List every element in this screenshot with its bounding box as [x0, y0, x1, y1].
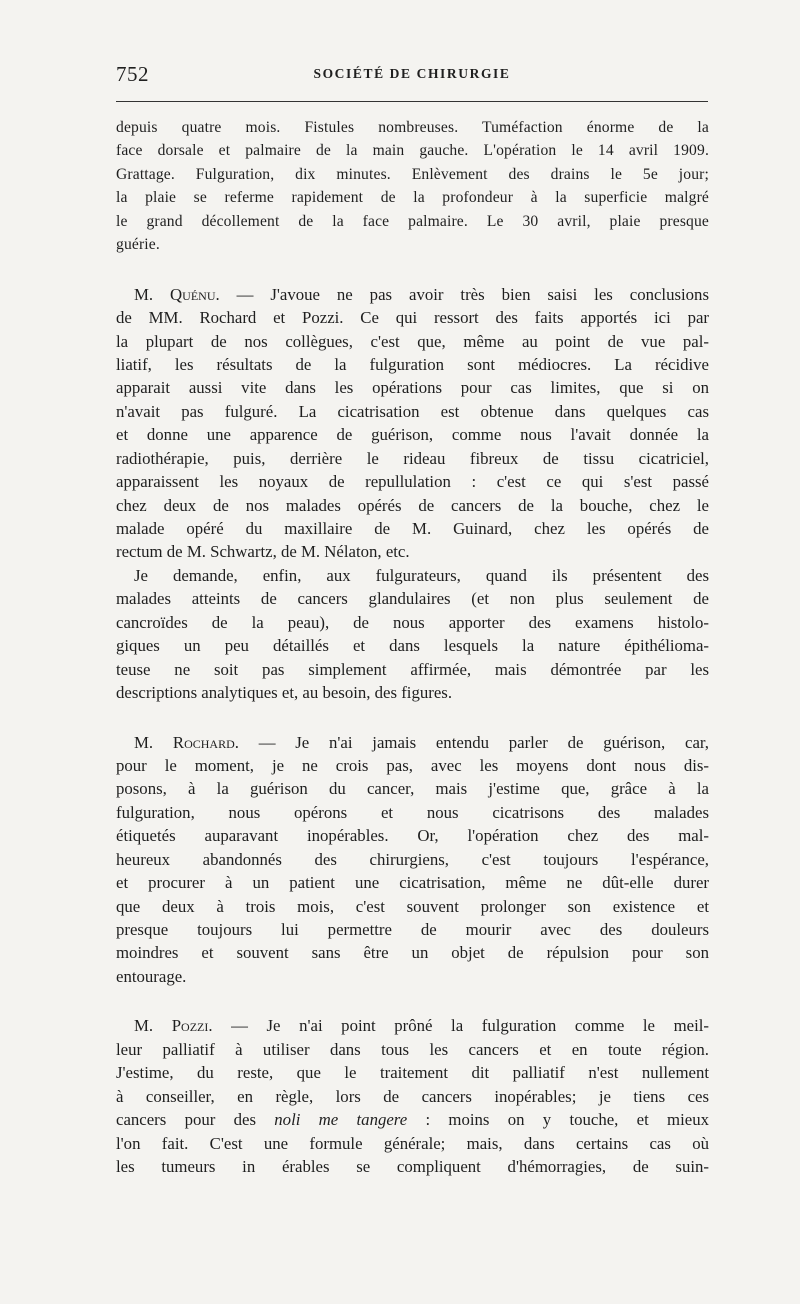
- text-line: que deux à trois mois, c'est souvent prolonger son existence et: [116, 896, 709, 916]
- text-line: et donne une apparence de guérison, comme nous l'avait donnée la: [116, 425, 709, 445]
- text-line: malade opéré du maxillaire de M. Guinard, chez les opérés de: [116, 519, 709, 538]
- text-line: la plupart de nos collègues, c'est que, même au point de vue pal-: [116, 331, 709, 351]
- text-line: chez deux de nos malades opérés de cancers de la bouche, chez le: [116, 495, 709, 515]
- text-line: la plaie se referme rapidement de la profondeur à la superficie malgré: [116, 189, 709, 207]
- text-line: M. Quénu. — J'avoue ne pas avoir très bien saisi les conclusions: [134, 284, 709, 304]
- text-line: cancers pour des noli me tangere : moins on y touche, et mieux: [116, 1110, 709, 1130]
- text-line: les tumeurs in érables se compliquent d'hémorragies, de suin-: [116, 1156, 709, 1176]
- text-line: le grand décollement de la face palmaire. Le 30 avril, plaie presque: [116, 212, 709, 230]
- speaker-name: M. Rochard.: [134, 732, 239, 752]
- paragraph-gap: [116, 257, 709, 283]
- speaker-name: M. Pozzi.: [134, 1016, 213, 1036]
- text-line: presque toujours lui permettre de mourir avec des douleurs: [116, 920, 709, 939]
- text-line: apparaissent les noyaux de repullulation : c'est ce qui s'est passé: [116, 472, 709, 492]
- text-line: rectum de M. Schwartz, de M. Nélaton, etc.: [116, 542, 410, 562]
- text-line: apparait aussi vite dans les opérations pour cas limites, que si on: [116, 378, 709, 398]
- text-line: radiothérapie, puis, derrière le rideau fibreux de tissu cicatriciel,: [116, 448, 709, 468]
- text-line: giques un peu détaillés et dans lesquels la nature épithélioma-: [116, 636, 709, 656]
- text-line: Je demande, enfin, aux fulgurateurs, quand ils présentent des: [134, 565, 709, 585]
- text-line: étiquetés auparavant inopérables. Or, l'opération chez des mal-: [116, 826, 709, 846]
- text-line: de MM. Rochard et Pozzi. Ce qui ressort des faits apportés ici par: [116, 308, 709, 328]
- body-text: [116, 116, 709, 1178]
- text-line: M. Rochard. — Je n'ai jamais entendu parler de guérison, car,: [134, 732, 709, 752]
- text-line: l'on fait. C'est une formule générale; mais, dans certains cas où: [116, 1133, 709, 1153]
- text-line: à conseiller, en règle, lors de cancers inopérables; je tiens ces: [116, 1086, 709, 1106]
- text-line: M. Pozzi. — Je n'ai point prôné la fulguration comme le meil-: [134, 1016, 709, 1036]
- text-line: heureux abandonnés des chirurgiens, c'est toujours l'espérance,: [116, 849, 709, 869]
- text-line: guérie.: [116, 236, 160, 254]
- page-header: [116, 62, 708, 84]
- case-report-paragraph: [116, 116, 709, 257]
- text-line: Grattage. Fulguration, dix minutes. Enlèvement des drains le 5e jour;: [116, 165, 709, 183]
- text-line: liatif, les résultats de la fulguration sont médiocres. La récidive: [116, 354, 709, 374]
- text-line: malades atteints de cancers glandulaires (et non plus seulement de: [116, 589, 709, 609]
- quenu-statement: [116, 283, 709, 705]
- pozzi-statement: [116, 1014, 709, 1178]
- text-line: teuse ne soit pas simplement affirmée, mais démontrée par les: [116, 659, 709, 679]
- italic-phrase: noli me tangere: [274, 1110, 408, 1130]
- text-line: depuis quatre mois. Fistules nombreuses. Tuméfaction énorme de la: [116, 119, 709, 136]
- text-line: descriptions analytiques et, au besoin, des figures.: [116, 683, 453, 703]
- text-line: leur palliatif à utiliser dans tous les cancers et en toute région.: [116, 1039, 709, 1059]
- page-number: 752: [116, 62, 149, 86]
- text-line: J'estime, du reste, que le traitement dit palliatif n'est nullement: [116, 1063, 709, 1083]
- text-line: n'avait pas fulguré. La cicatrisation est obtenue dans quelques cas: [116, 401, 709, 421]
- text-line: pour le moment, je ne crois pas, avec les moyens dont nous dis-: [116, 755, 709, 775]
- rochard-statement: [116, 731, 709, 989]
- text-line: fulguration, nous opérons et nous cicatrisons des malades: [116, 802, 709, 822]
- header-rule: [116, 101, 708, 102]
- text-line: cancroïdes de la peau), de nous apporter des examens histolo-: [116, 612, 709, 632]
- text-line: posons, à la guérison du cancer, mais j'estime que, grâce à la: [116, 779, 709, 799]
- paragraph-gap: [116, 988, 709, 1014]
- text-line: face dorsale et palmaire de la main gauche. L'opération le 14 avril 1909.: [116, 142, 709, 160]
- text-line: moindres et souvent sans être un objet de répulsion pour son: [116, 943, 709, 963]
- speaker-name: M. Quénu.: [134, 284, 220, 304]
- text-line: entourage.: [116, 966, 187, 986]
- paragraph-gap: [116, 705, 709, 731]
- running-title: SOCIÉTÉ DE CHIRURGIE: [313, 66, 511, 81]
- text-line: et procurer à un patient une cicatrisation, même ne dût-elle durer: [116, 873, 709, 893]
